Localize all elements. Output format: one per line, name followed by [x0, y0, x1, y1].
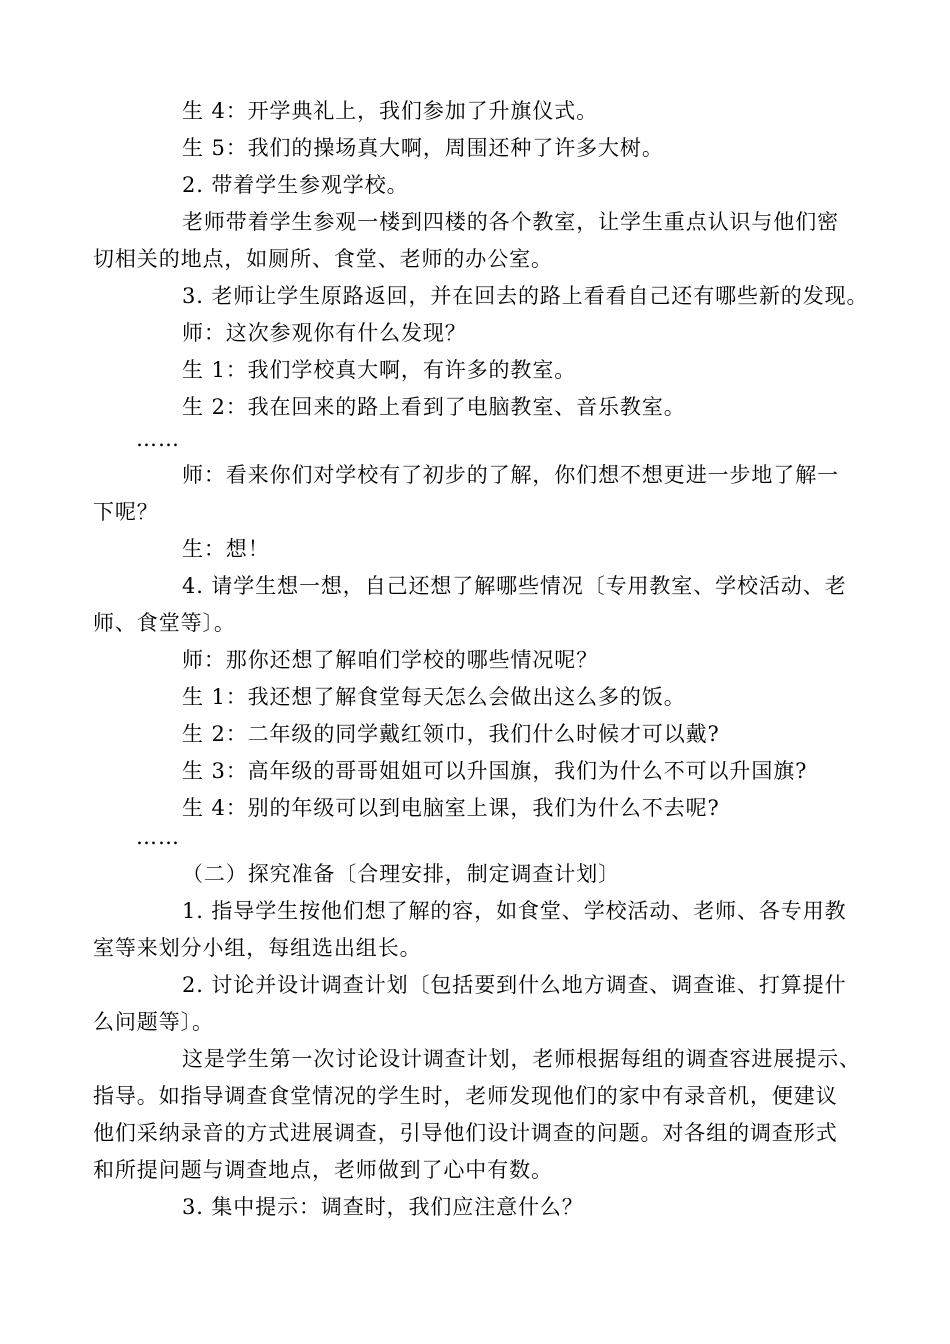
paragraph-line: 切相关的地点，如厕所、食堂、老师的办公室。 — [93, 247, 553, 271]
paragraph-line: 师：看来你们对学校有了初步的了解，你们想不想更进一步地了解一 — [182, 463, 839, 487]
paragraph-line: 师：这次参观你有什么发现？ — [182, 321, 467, 345]
numbered-item: 4. 请学生想一想，自己还想了解哪些情况〔专用教室、学校活动、老 — [182, 574, 847, 598]
paragraph-line: 师、食堂等〕。 — [93, 611, 236, 635]
paragraph-line: 生 1：我们学校真大啊，有许多的教室。 — [182, 358, 577, 382]
paragraph-line: 生 2：我在回来的路上看到了电脑教室、音乐教室。 — [182, 395, 686, 419]
paragraph-line: 生 4：别的年级可以到电脑室上课，我们为什么不去呢? — [182, 796, 720, 820]
paragraph-line: 老师带着学生参观一楼到四楼的各个教室，让学生重点认识与他们密 — [182, 210, 839, 234]
paragraph-line: 和所提问题与调查地点，老师做到了心中有数。 — [93, 1158, 553, 1182]
section-heading: （二）探究准备〔合理安排，制定调查计划〕 — [182, 862, 620, 886]
paragraph-line: 指导。如指导调查食堂情况的学生时，老师发现他们的家中有录音机，便建议 — [93, 1084, 838, 1108]
paragraph-line: 生 5：我们的操场真大啊，周围还种了许多大树。 — [182, 136, 664, 160]
numbered-item: 2. 带着学生参观学校。 — [182, 173, 409, 197]
paragraph-line: 下呢？ — [93, 500, 159, 524]
paragraph-line: 这是学生第一次讨论设计调查计划，老师根据每组的调查容进展提示、 — [182, 1047, 861, 1071]
paragraph-line: 室等来划分小组，每组选出组长。 — [93, 936, 422, 960]
ellipsis: …… — [136, 427, 180, 451]
paragraph-line: 生 3：高年级的哥哥姐姐可以升国旗，我们为什么不可以升国旗? — [182, 759, 808, 783]
paragraph-line: 么问题等〕。 — [93, 1010, 214, 1034]
paragraph-line: 他们采纳录音的方式进展调查，引导他们设计调查的问题。对各组的调查形式 — [93, 1121, 838, 1145]
numbered-item: 3. 老师让学生原路返回，并在回去的路上看看自己还有哪些新的发现。 — [182, 284, 869, 308]
numbered-item: 3. 集中提示：调查时，我们应注意什么？ — [182, 1195, 584, 1219]
paragraph-line: 生：想！ — [182, 537, 270, 561]
paragraph-line: 师：那你还想了解咱们学校的哪些情况呢？ — [182, 648, 599, 672]
numbered-item: 2. 讨论并设计调查计划〔包括要到什么地方调查、调查谁、打算提什 — [182, 973, 847, 997]
ellipsis: …… — [136, 825, 180, 849]
paragraph-line: 生 4：开学典礼上，我们参加了升旗仪式。 — [182, 99, 599, 123]
paragraph-line: 生 1：我还想了解食堂每天怎么会做出这么多的饭。 — [182, 685, 686, 709]
paragraph-line: 生 2：二年级的同学戴红领巾，我们什么时候才可以戴? — [182, 722, 720, 746]
numbered-item: 1. 指导学生按他们想了解的容，如食堂、学校活动、老师、各专用教 — [182, 899, 847, 923]
